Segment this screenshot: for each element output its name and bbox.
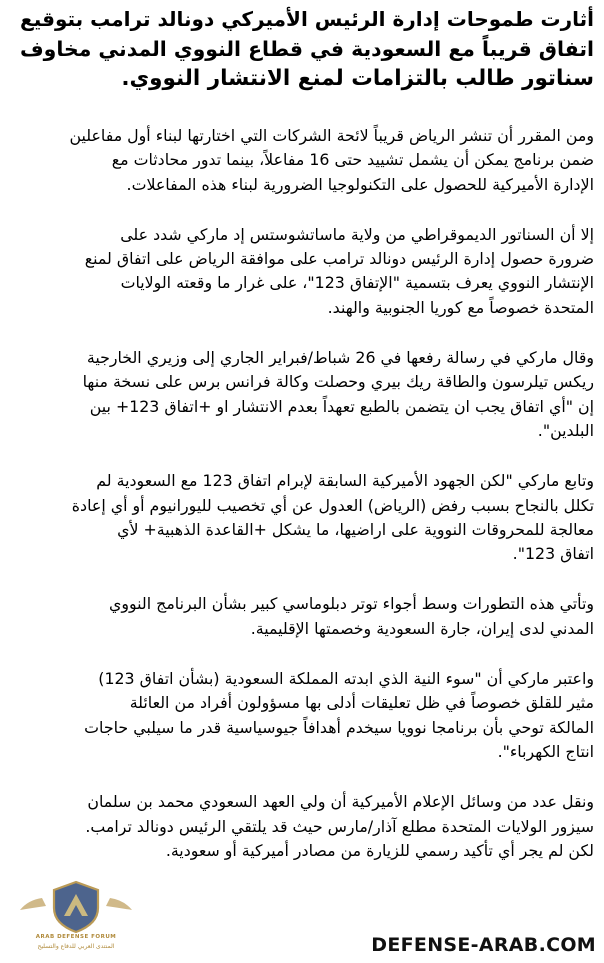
paragraph-line: معالجة للمحروقات النووية على اراضيها، ما يشكل +القاعدة الذهبية+ لأي bbox=[117, 519, 594, 539]
paragraph-line: ونقل عدد من وسائل الإعلام الأميركية أن ولي العهد السعودي محمد بن سلمان bbox=[87, 792, 594, 812]
headline-line: سناتور طالب بالتزامات لمنع الانتشار النووي. bbox=[121, 66, 594, 91]
paragraph-line: واعتبر ماركي أن "سوء النية الذي ابدته المملكة السعودية (بشأن اتفاق 123) bbox=[98, 669, 594, 689]
paragraph-line: البلدين". bbox=[537, 420, 594, 440]
paragraph-line: المالكة توحي بأن برنامجا نوويا سيخدم أهدافاً جيوسياسية قدر ما سيلبي حاجات bbox=[84, 717, 594, 737]
logo-name-english: ARAB DEFENSE FORUM bbox=[35, 934, 117, 940]
article-paragraph bbox=[14, 592, 594, 641]
paragraph-line: ضمن برنامج يمكن أن يشمل تشييد حتى 16 مفاعلاً، بينما تدور محادثات مع bbox=[111, 150, 594, 170]
paragraph-line: ومن المقرر أن تنشر الرياض قريباً لائحة الشركات التي اختارتها لبناء أول مفاعلين bbox=[69, 126, 594, 145]
paragraph-line: وتابع ماركي "لكن الجهود الأميركية السابقة لإبرام اتفاق 123 مع السعودية لم bbox=[96, 471, 594, 491]
headline-line: اتفاق قريباً مع السعودية في قطاع النووي المدني مخاوف bbox=[19, 37, 594, 61]
paragraph-line: المدني لدى إيران، جارة السعودية وخصمتها الإقليمية. bbox=[250, 618, 594, 638]
paragraph-line: إلا أن السناتور الديموقراطي من ولاية ماساتشوستس إد ماركي شدد على bbox=[120, 224, 594, 244]
article-paragraph bbox=[14, 346, 594, 443]
paragraph-line: تكلل بالنجاح بسبب رفض (الرياض) العدول عن أي تخصيب لليورانيوم أو أي إعادة bbox=[71, 495, 594, 515]
paragraph-line: الإنتشار النووي يعرف بتسمية "الإتفاق 123"، على غرار ما وقعته الولايات bbox=[120, 273, 594, 293]
article-paragraph bbox=[14, 469, 594, 566]
paragraph-line: لكن لم يجر أي تأكيد رسمي للزيارة من مصادر أميركية أو سعودية. bbox=[165, 840, 594, 860]
headline-line: أثارت طموحات إدارة الرئيس الأميركي دونالد ترامب بتوقيع bbox=[20, 7, 594, 31]
paragraph-line: وتأتي هذه التطورات وسط أجواء توتر دبلوماسي كبير بشأن البرنامج النووي bbox=[109, 594, 594, 614]
article-paragraph bbox=[14, 124, 594, 197]
paragraph-line: اتفاق 123". bbox=[512, 544, 594, 564]
article-paragraph bbox=[14, 223, 594, 320]
article-paragraph bbox=[14, 790, 594, 863]
paragraph-line: ضرورة حصول إدارة الرئيس دونالد ترامب على موافقة الرياض على اتفاق لمنع bbox=[84, 249, 594, 269]
paragraph-line: ريكس تيلرسون والطاقة ريك بيري وحصلت وكالة فرانس برس على نسخة منها bbox=[82, 372, 594, 392]
headline bbox=[14, 4, 594, 94]
paragraph-line: مثير للقلق خصوصاً في ظل تعليقات أدلى بها مسؤولون أفراد من العائلة bbox=[129, 693, 594, 713]
paragraph-line: الإدارة الأميركية للحصول على التكنولوجيا الضرورية لبناء هذه المفاعلات. bbox=[126, 174, 594, 194]
paragraph-line: سيزور الولايات المتحدة مطلع آذار/مارس حيث قد يلتقي الرئيس دونالد ترامب. bbox=[85, 816, 594, 836]
site-url-watermark: DEFENSE-ARAB.COM bbox=[371, 934, 596, 956]
paragraph-line: وقال ماركي في رسالة رفعها في 26 شباط/فبراير الجاري إلى وزيري الخارجية bbox=[86, 348, 594, 368]
paragraph-line: إن "أي اتفاق يجب ان يتضمن بالطبع تعهداً بعدم الانتشار او +اتفاق 123+ بين bbox=[89, 396, 594, 416]
logo-name-arabic: المنتدى العربي للدفاع والتسليح bbox=[37, 943, 115, 950]
article-paragraph bbox=[14, 667, 594, 764]
paragraph-line: انتاج الكهرباء". bbox=[497, 741, 594, 761]
paragraph-line: المتحدة خصوصاً مع كوريا الجنوبية والهند. bbox=[327, 297, 594, 317]
